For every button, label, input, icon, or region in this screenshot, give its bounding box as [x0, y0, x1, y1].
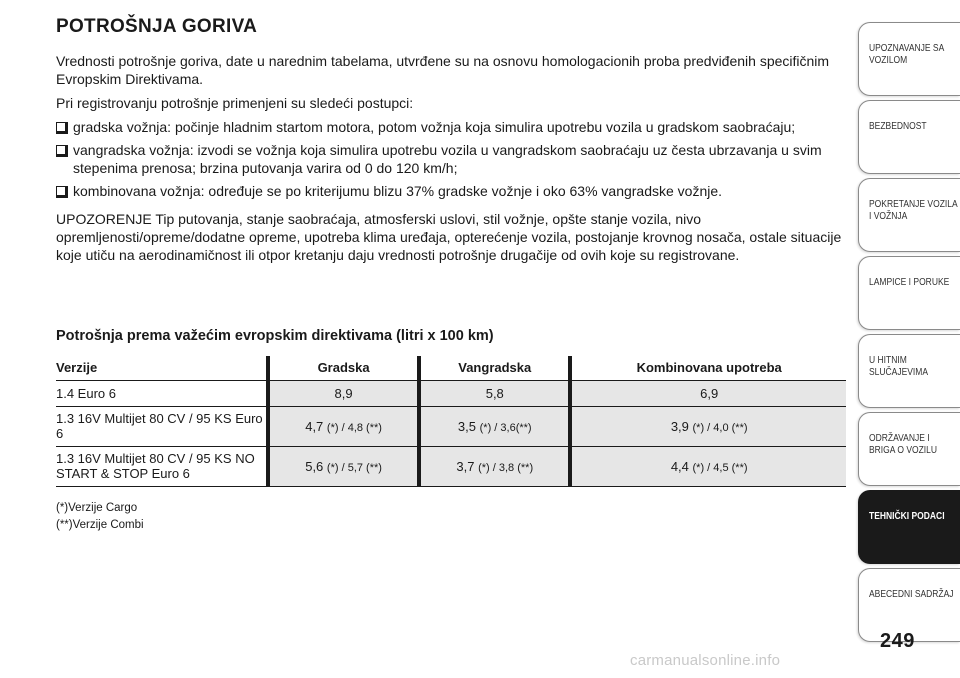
table-row	[56, 406, 846, 446]
sidebar-item-lampice[interactable]: LAMPICE I PORUKE	[858, 256, 960, 330]
checkbox-bullet-icon	[56, 122, 66, 132]
sidebar-item-hitni[interactable]: U HITNIM SLUČAJEVIMA	[858, 334, 960, 408]
combined-cell: 6,9	[570, 380, 846, 406]
list-item: gradska vožnja: počinje hladnim startom motora, potom vožnja koja simulira upotrebu vozila u gradskom saobraćaju;	[56, 118, 846, 136]
header-urban: Gradska	[268, 356, 419, 380]
watermark: carmanualsonline.info	[630, 652, 781, 669]
sidebar-item-upoznavanje[interactable]: UPOZNAVANJE SA VOZILOM	[858, 22, 960, 96]
list-item: kombinovana vožnja: određuje se po kriterijumu blizu 37% gradske vožnje i oko 63% vangradske vožnje.	[56, 182, 846, 200]
combined-cell: 3,9 (*) / 4,0 (**)	[570, 406, 846, 446]
procedure-list	[56, 118, 846, 200]
urban-cell: 5,6 (*) / 5,7 (**)	[268, 446, 419, 486]
urban-cell: 4,7 (*) / 4,8 (**)	[268, 406, 419, 446]
chapter-sidebar	[858, 22, 960, 646]
fuel-consumption-table	[56, 356, 846, 487]
header-combined: Kombinovana upotreba	[570, 356, 846, 380]
table-header-row	[56, 356, 846, 380]
urban-cell: 8,9	[268, 380, 419, 406]
sidebar-item-odrzavanje[interactable]: ODRŽAVANJE I BRIGA O VOZILU	[858, 412, 960, 486]
combined-cell: 4,4 (*) / 4,5 (**)	[570, 446, 846, 486]
table-title: Potrošnja prema važećim evropskim direktivama (litri x 100 km)	[56, 328, 494, 344]
footnote-cargo: (*)Verzije Cargo	[56, 502, 138, 514]
list-item: vangradska vožnja: izvodi se vožnja koja simulira upotrebu vozila u vangradskom saobraćaju uz česta ubrzavanja u svim stepenima prenosa; brzina putovanja varira od 0 do 120 km/h;	[56, 141, 846, 177]
sidebar-item-pokretanje[interactable]: POKRETANJE VOZILA I VOŽNJA	[858, 178, 960, 252]
footnotes	[56, 500, 144, 534]
page-number: 249	[880, 630, 915, 652]
checkbox-bullet-icon	[56, 145, 66, 155]
extra-urban-cell: 3,5 (*) / 3,6(**)	[419, 406, 570, 446]
warning-paragraph: UPOZORENJE Tip putovanja, stanje saobraćaja, atmosferski uslovi, stil vožnje, opšte stanje vozila, nivo opremljenosti/opreme/dodatne opreme, upotreba klima uređaja, opterećenje vozila, postojanje krovnog nosača, ostale situacije koje utiču na aerodinamičnost ili otpor kretanju daju vrednosti potrošnje drugačije od ovih koje su registrovane.	[56, 211, 842, 263]
table-row	[56, 446, 846, 486]
page-title: POTROŠNJA GORIVA	[56, 16, 258, 37]
intro-paragraph: Vrednosti potrošnje goriva, date u narednim tabelama, utvrđene su na osnovu homologacionih proba predviđenih specifičnim Evropskim Direktivama.	[56, 53, 830, 87]
footnote-combi: (**)Verzije Combi	[56, 519, 144, 531]
extra-urban-cell: 5,8	[419, 380, 570, 406]
checkbox-bullet-icon	[56, 186, 66, 196]
version-cell: 1.4 Euro 6	[56, 380, 268, 406]
sidebar-item-tehnicki-podaci[interactable]: TEHNIČKI PODACI	[858, 490, 960, 564]
header-versions: Verzije	[56, 356, 268, 380]
header-extra-urban: Vangradska	[419, 356, 570, 380]
version-cell: 1.3 16V Multijet 80 CV / 95 KS Euro 6	[56, 406, 268, 446]
sidebar-item-bezbednost[interactable]: BEZBEDNOST	[858, 100, 960, 174]
table-row	[56, 380, 846, 406]
body-text	[56, 52, 846, 270]
sidebar-item-abecedni[interactable]: ABECEDNI SADRŽAJ	[858, 568, 960, 642]
extra-urban-cell: 3,7 (*) / 3,8 (**)	[419, 446, 570, 486]
procedures-intro: Pri registrovanju potrošnje primenjeni su sledeći postupci:	[56, 95, 414, 111]
version-cell: 1.3 16V Multijet 80 CV / 95 KS NO START & STOP Euro 6	[56, 446, 268, 486]
